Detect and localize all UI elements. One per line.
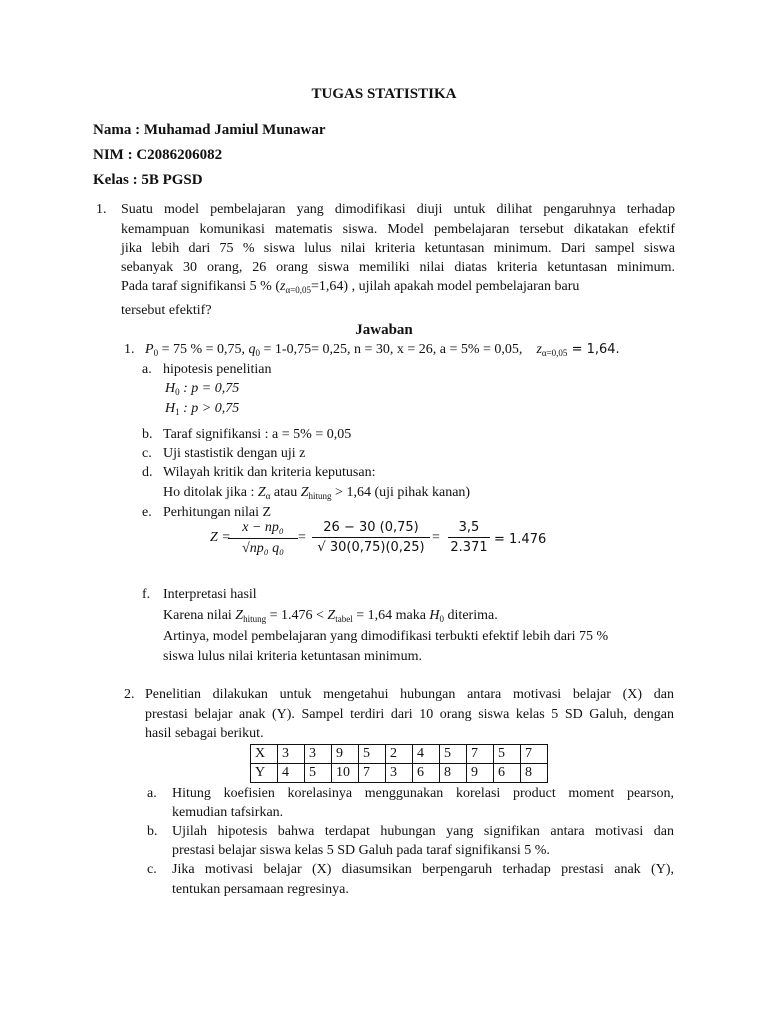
subquestion-text-line: Hitung koefisien korelasinya menggunakan korelasi product moment pearson, <box>172 786 674 801</box>
step-a-text: hipotesis penelitian <box>163 362 272 377</box>
answer-given-values: 1. $P_0 = 75$ % = 0,75, $q_0 = 1-0,75= 0,25$, n = 30, x = 26, a = 5% = 0,05, $z_{\alpha=0,05} = 1,64$. <box>124 342 620 358</box>
step-label: d. <box>142 465 153 480</box>
hypothesis-h1: $H_1$ : p > 0,75 <box>165 401 240 417</box>
student-class: Kelas : 5B PGSD <box>93 172 203 188</box>
table-row-x <box>251 745 548 764</box>
question-number: 1. <box>96 202 107 217</box>
question-number: 2. <box>124 687 135 702</box>
student-nim: NIM : C2086206082 <box>93 147 223 163</box>
table-cell: 8 <box>440 764 467 783</box>
subquestion-label: b. <box>147 824 158 839</box>
table-cell: 9 <box>332 745 359 764</box>
question-text-line: Pada taraf signifikansi 5 % $(z_{\alpha=0,05}=1,64)$ , ujilah apakah model pembelajaran baru <box>121 279 580 295</box>
table-cell: 10 <box>332 764 359 783</box>
formula-equals: = <box>298 530 306 545</box>
step-c-text: Uji stastistik dengan uji z <box>163 446 306 461</box>
interpretation-line: Karena nilai $Z_{hitung} = 1.476 < Z_{tabel} = 1,64$ maka $H_0$ diterima. <box>163 608 498 624</box>
formula-fraction-1: $\frac{\text{x − np₀}}{\text{√np₀ q₀}}$ <box>228 520 298 557</box>
interpretation-line: Artinya, model pembelajaran yang dimodifikasi terbukti efektif lebih dari 75 % <box>163 629 609 644</box>
subquestion-label: a. <box>147 786 157 801</box>
question-text-line: kemampuan komunikasi matematis siswa. Model pembelajaran tersebut dikatakan efektif <box>121 222 675 237</box>
table-cell: 4 <box>278 764 305 783</box>
step-label: f. <box>142 587 151 602</box>
table-cell: 2 <box>386 745 413 764</box>
subquestion-text-line: kemudian tafsirkan. <box>172 805 284 820</box>
subquestion-text-line: Jika motivasi belajar (X) diasumsikan berpengaruh terhadap prestasi anak (Y), <box>172 862 674 877</box>
step-label: c. <box>142 446 152 461</box>
table-header-cell: X <box>251 745 278 764</box>
step-label: b. <box>142 427 153 442</box>
interpretation-line: siswa lulus nilai kriteria ketuntasan minimum. <box>163 649 422 664</box>
question-text-line: prestasi belajar anak (Y). Sampel terdiri dari 10 orang siswa kelas 5 SD Galuh, dengan <box>145 707 674 722</box>
step-d-text: Wilayah kritik dan kriteria keputusan: <box>163 465 376 480</box>
question-text-line: Penelitian dilakukan untuk mengetahui hubungan antara motivasi belajar (X) dan <box>145 687 674 702</box>
question-text-line: hasil sebagai berikut. <box>145 726 264 741</box>
table-cell: 7 <box>467 745 494 764</box>
table-cell: 9 <box>467 764 494 783</box>
table-cell: 3 <box>305 745 332 764</box>
step-label: e. <box>142 505 152 520</box>
subquestion-label: c. <box>147 862 157 877</box>
table-cell: 3 <box>386 764 413 783</box>
subquestion-text-line: prestasi belajar siswa kelas 5 SD Galuh pada taraf signifikansi 5 %. <box>172 843 550 858</box>
table-cell: 8 <box>521 764 548 783</box>
table-header-cell: Y <box>251 764 278 783</box>
subquestion-text-line: tentukan persamaan regresinya. <box>172 882 349 897</box>
table-cell: 7 <box>521 745 548 764</box>
formula-z-eq: Z = <box>210 530 231 545</box>
table-cell: 6 <box>494 764 521 783</box>
hypothesis-h0: $H_0$ : p = 0,75 <box>165 381 240 397</box>
answer-heading: Jawaban <box>355 322 413 338</box>
table-cell: 5 <box>359 745 386 764</box>
step-b-text: Taraf signifikansi : a = 5% = 0,05 <box>163 427 352 442</box>
table-row-y <box>251 764 548 783</box>
question-text-line: sebanyak 30 orang, 26 orang siswa memiliki nilai diatas kriteria ketuntasan minimum. <box>121 260 675 275</box>
table-cell: 5 <box>494 745 521 764</box>
question-text-line: Suatu model pembelajaran yang dimodifikasi diuji untuk dilihat pengaruhnya terhadap <box>121 202 675 217</box>
table-cell: 5 <box>305 764 332 783</box>
step-e-text: Perhitungan nilai Z <box>163 505 272 520</box>
student-name: Nama : Muhamad Jamiul Munawar <box>93 122 326 138</box>
table-cell: 4 <box>413 745 440 764</box>
document-title: TUGAS STATISTIKA <box>311 86 457 102</box>
formula-fraction-3: $\frac{3,5}{2.371}$ <box>448 520 490 555</box>
table-cell: 3 <box>278 745 305 764</box>
formula-equals: = <box>432 530 440 545</box>
step-f-text: Interpretasi hasil <box>163 587 257 602</box>
question-text-line: tersebut efektif? <box>121 303 212 318</box>
question-text-line: jika lebih dari 75 % siswa lulus nilai kriteria ketuntasan minimum. Dari sampel siswa <box>121 241 675 256</box>
table-cell: 7 <box>359 764 386 783</box>
rejection-criteria: Ho ditolak jika : $Z_\alpha$ atau $Z_{hitung} > 1,64$ (uji pihak kanan) <box>163 485 471 501</box>
formula-fraction-2: $\frac{26 - 30 (0,75)}{√ 30(0,75)(0,25)}$ <box>312 520 430 555</box>
table-cell: 6 <box>413 764 440 783</box>
subquestion-text-line: Ujilah hipotesis bahwa terdapat hubungan yang signifikan antara motivasi dan <box>172 824 674 839</box>
table-cell: 5 <box>440 745 467 764</box>
step-label: a. <box>142 362 152 377</box>
xy-data-table <box>250 744 548 783</box>
formula-result: = 1.476 <box>494 532 547 547</box>
